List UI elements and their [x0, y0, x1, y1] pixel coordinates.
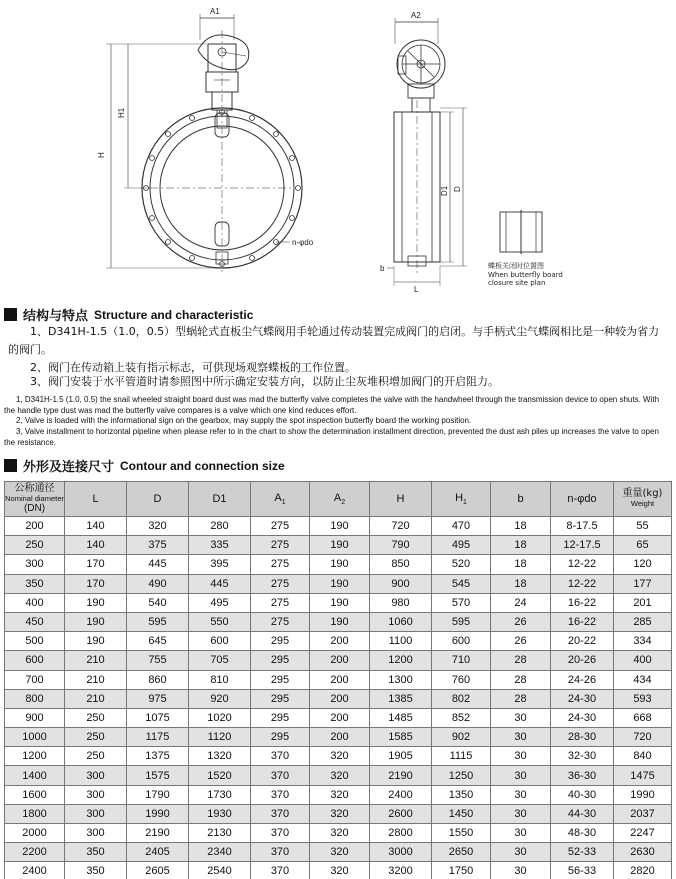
table-row	[5, 747, 672, 766]
table-cell: 1475	[614, 766, 672, 785]
table-cell: 190	[310, 593, 370, 612]
table-cell: 595	[432, 612, 491, 631]
table-cell: 190	[65, 593, 127, 612]
table-cell: 320	[310, 747, 370, 766]
table-cell: 320	[310, 843, 370, 862]
table-cell: 300	[5, 555, 65, 574]
table-cell: 200	[310, 708, 370, 727]
header-l: L	[65, 482, 127, 517]
label-d: D	[453, 186, 462, 192]
table-cell: 840	[614, 747, 672, 766]
table-cell: 190	[310, 612, 370, 631]
table-row	[5, 728, 672, 747]
table-cell: 920	[189, 689, 251, 708]
table-cell: 2405	[127, 843, 189, 862]
table-cell: 434	[614, 670, 672, 689]
table-row	[5, 517, 672, 536]
table-cell: 900	[370, 574, 432, 593]
table-cell: 593	[614, 689, 672, 708]
table-cell: 201	[614, 593, 672, 612]
table-cell: 1375	[127, 747, 189, 766]
table-cell: 250	[65, 747, 127, 766]
table-cell: 30	[491, 708, 551, 727]
table-cell: 470	[432, 517, 491, 536]
table-cell: 30	[491, 766, 551, 785]
table-cell: 1115	[432, 747, 491, 766]
header-a2: $A_2$	[310, 482, 370, 517]
table-cell: 500	[5, 632, 65, 651]
table-cell: 120	[614, 555, 672, 574]
table-cell: 600	[189, 632, 251, 651]
table-cell: 200	[310, 670, 370, 689]
table-cell: 250	[65, 728, 127, 747]
table-row	[5, 766, 672, 785]
table-cell: 400	[5, 593, 65, 612]
table-cell: 3200	[370, 862, 432, 879]
table-cell: 1750	[432, 862, 491, 879]
table-cell: 860	[127, 670, 189, 689]
table-cell: 140	[65, 517, 127, 536]
table-cell: 370	[251, 785, 310, 804]
table-cell: 65	[614, 536, 672, 555]
table-cell: 495	[189, 593, 251, 612]
table-cell: 1485	[370, 708, 432, 727]
table-cell: 1575	[127, 766, 189, 785]
table-cell: 1075	[127, 708, 189, 727]
table-cell: 755	[127, 651, 189, 670]
table-cell: 370	[251, 843, 310, 862]
table-cell: 295	[251, 728, 310, 747]
table-cell: 445	[189, 574, 251, 593]
table-cell: 295	[251, 670, 310, 689]
table-cell: 450	[5, 612, 65, 631]
header-b: b	[491, 482, 551, 517]
table-cell: 1250	[432, 766, 491, 785]
table-cell: 1320	[189, 747, 251, 766]
table-cell: 810	[189, 670, 251, 689]
table-cell: 300	[65, 785, 127, 804]
table-cell: 295	[251, 689, 310, 708]
table-cell: 210	[65, 670, 127, 689]
table-row	[5, 670, 672, 689]
table-cell: 295	[251, 651, 310, 670]
contour-heading	[4, 456, 285, 475]
table-cell: 320	[310, 824, 370, 843]
table-cell: 52-33	[551, 843, 614, 862]
table-cell: 275	[251, 612, 310, 631]
table-cell: 802	[432, 689, 491, 708]
connection-size-table	[4, 481, 672, 879]
table-cell: 1100	[370, 632, 432, 651]
table-cell: 720	[370, 517, 432, 536]
table-cell: 1550	[432, 824, 491, 843]
label-a1: A1	[210, 7, 220, 16]
table-cell: 570	[432, 593, 491, 612]
table-row	[5, 593, 672, 612]
side-view	[387, 18, 542, 286]
table-cell: 55	[614, 517, 672, 536]
table-row	[5, 862, 672, 879]
label-d1: D1	[440, 185, 449, 196]
table-cell: 18	[491, 536, 551, 555]
label-l: L	[414, 285, 419, 292]
table-cell: 190	[310, 536, 370, 555]
table-cell: 2190	[370, 766, 432, 785]
table-cell: 12-17.5	[551, 536, 614, 555]
table-cell: 3000	[370, 843, 432, 862]
table-cell: 190	[310, 517, 370, 536]
table-cell: 320	[310, 862, 370, 879]
table-cell: 210	[65, 689, 127, 708]
table-cell: 2400	[5, 862, 65, 879]
table-cell: 375	[127, 536, 189, 555]
table-cell: 520	[432, 555, 491, 574]
structure-title-zh: 结构与特点	[23, 309, 89, 324]
table-cell: 275	[251, 555, 310, 574]
table-cell: 275	[251, 593, 310, 612]
table-cell: 350	[65, 843, 127, 862]
table-cell: 30	[491, 862, 551, 879]
table-cell: 20-22	[551, 632, 614, 651]
table-cell: 18	[491, 574, 551, 593]
table-cell: 490	[127, 574, 189, 593]
table-cell: 545	[432, 574, 491, 593]
table-cell: 285	[614, 612, 672, 631]
table-cell: 40-30	[551, 785, 614, 804]
table-cell: 18	[491, 555, 551, 574]
table-cell: 2400	[370, 785, 432, 804]
table-cell: 30	[491, 785, 551, 804]
structure-en-3: 3, Valve installment to horizontal pipeline when please refer to in the chart to show the determination installment direction, prevented the dust ash piles up increases the valve to open the resistance.	[4, 427, 659, 447]
table-cell: 334	[614, 632, 672, 651]
structure-heading	[4, 305, 253, 324]
table-cell: 275	[251, 536, 310, 555]
table-cell: 30	[491, 728, 551, 747]
structure-en-1: 1, D341H-1.5 (1.0, 0.5) the snail wheeled straight board dust was mad the butterfly valve completes the valve with the handwheel through the transmission device to open shuts. With the handle type dust was mad the butterfly valve compares is a valve which one kind reduces effort.	[4, 395, 660, 415]
table-cell: 790	[370, 536, 432, 555]
closed-position-note-en2: closure site plan	[488, 279, 546, 287]
table-row	[5, 785, 672, 804]
table-cell: 140	[65, 536, 127, 555]
table-cell: 1730	[189, 785, 251, 804]
table-cell: 1000	[5, 728, 65, 747]
table-cell: 2820	[614, 862, 672, 879]
table-cell: 1385	[370, 689, 432, 708]
table-cell: 1200	[370, 651, 432, 670]
table-cell: 200	[310, 651, 370, 670]
table-cell: 300	[65, 766, 127, 785]
label-h: H	[97, 152, 106, 158]
table-cell: 335	[189, 536, 251, 555]
table-cell: 28	[491, 670, 551, 689]
table-cell: 320	[310, 785, 370, 804]
table-cell: 370	[251, 747, 310, 766]
table-cell: 2650	[432, 843, 491, 862]
table-cell: 902	[432, 728, 491, 747]
table-cell: 600	[432, 632, 491, 651]
table-cell: 1800	[5, 804, 65, 823]
table-cell: 1905	[370, 747, 432, 766]
table-cell: 190	[65, 612, 127, 631]
table-cell: 2200	[5, 843, 65, 862]
table-cell: 668	[614, 708, 672, 727]
table-cell: 320	[127, 517, 189, 536]
header-d1: D1	[189, 482, 251, 517]
table-cell: 980	[370, 593, 432, 612]
table-cell: 1990	[127, 804, 189, 823]
table-cell: 275	[251, 517, 310, 536]
table-row	[5, 689, 672, 708]
table-cell: 30	[491, 747, 551, 766]
table-cell: 400	[614, 651, 672, 670]
table-cell: 16-22	[551, 593, 614, 612]
table-cell: 705	[189, 651, 251, 670]
label-a2: A2	[411, 11, 421, 20]
table-cell: 2600	[370, 804, 432, 823]
structure-zh-3: 3、阀门安装于水平管道时请参照图中所示确定安装方向，以防止尘灰堆积增加阀门的开启阻力。	[30, 375, 499, 388]
table-cell: 250	[65, 708, 127, 727]
heading-square-icon	[4, 308, 17, 321]
table-cell: 28	[491, 651, 551, 670]
structure-zh-2: 2、阀门在传动箱上装有指示标志，可供现场观察蝶板的工作位置。	[30, 361, 356, 374]
table-cell: 8-17.5	[551, 517, 614, 536]
table-cell: 200	[5, 517, 65, 536]
table-cell: 28	[491, 689, 551, 708]
table-cell: 20-26	[551, 651, 614, 670]
table-cell: 2190	[127, 824, 189, 843]
table-cell: 190	[310, 574, 370, 593]
table-cell: 24	[491, 593, 551, 612]
table-cell: 710	[432, 651, 491, 670]
header-dn: 公称通径 Nominal diameter (DN)	[5, 482, 65, 517]
header-d: D	[127, 482, 189, 517]
header-h: H	[370, 482, 432, 517]
table-row	[5, 843, 672, 862]
table-cell: 170	[65, 555, 127, 574]
closed-position-note-en1: When butterfly board	[488, 271, 563, 279]
table-body	[5, 517, 672, 879]
table-cell: 190	[310, 555, 370, 574]
header-a1: $A_1$	[251, 482, 310, 517]
table-cell: 1600	[5, 785, 65, 804]
table-cell: 350	[65, 862, 127, 879]
table-cell: 210	[65, 651, 127, 670]
table-cell: 300	[65, 804, 127, 823]
table-cell: 370	[251, 862, 310, 879]
table-cell: 1175	[127, 728, 189, 747]
table-cell: 370	[251, 804, 310, 823]
table-row	[5, 574, 672, 593]
table-cell: 190	[65, 632, 127, 651]
table-cell: 1060	[370, 612, 432, 631]
table-cell: 645	[127, 632, 189, 651]
label-h1: H1	[117, 107, 126, 118]
table-cell: 1350	[432, 785, 491, 804]
table-cell: 445	[127, 555, 189, 574]
table-cell: 295	[251, 632, 310, 651]
table-cell: 320	[310, 766, 370, 785]
table-cell: 56-33	[551, 862, 614, 879]
table-cell: 975	[127, 689, 189, 708]
table-cell: 320	[310, 804, 370, 823]
table-cell: 16-22	[551, 612, 614, 631]
table-cell: 1790	[127, 785, 189, 804]
table-cell: 595	[127, 612, 189, 631]
table-cell: 1585	[370, 728, 432, 747]
table-cell: 12-22	[551, 574, 614, 593]
label-holes: n-φdo	[292, 238, 314, 247]
table-cell: 170	[65, 574, 127, 593]
table-row	[5, 555, 672, 574]
table-row	[5, 804, 672, 823]
table-cell: 350	[5, 574, 65, 593]
structure-zh-1: 1、D341H-1.5（1.0，0.5）型蜗轮式直板尘气蝶阀用手轮通过传动装置完成阀门的启闭。与手柄式尘气蝶阀相比是一种较为省力的阀门。	[8, 325, 660, 356]
header-holes: n-φdo	[551, 482, 614, 517]
table-row	[5, 536, 672, 555]
table-cell: 44-30	[551, 804, 614, 823]
table-cell: 2605	[127, 862, 189, 879]
table-cell: 1200	[5, 747, 65, 766]
table-cell: 495	[432, 536, 491, 555]
table-cell: 280	[189, 517, 251, 536]
table-cell: 2630	[614, 843, 672, 862]
valve-technical-drawing	[0, 0, 676, 292]
table-cell: 24-30	[551, 689, 614, 708]
table-cell: 900	[5, 708, 65, 727]
table-cell: 370	[251, 766, 310, 785]
table-cell: 1400	[5, 766, 65, 785]
contour-title-zh: 外形及连接尺寸	[23, 460, 115, 475]
table-cell: 24-30	[551, 708, 614, 727]
front-view	[106, 14, 302, 272]
table-cell: 18	[491, 517, 551, 536]
header-weight: 重量(kg) Weight	[614, 482, 672, 517]
table-cell: 1300	[370, 670, 432, 689]
table-cell: 26	[491, 612, 551, 631]
table-row	[5, 612, 672, 631]
table-cell: 720	[614, 728, 672, 747]
table-cell: 30	[491, 824, 551, 843]
header-h1: $H_1$	[432, 482, 491, 517]
structure-en-2: 2, Valve is loaded with the informational sign on the gearbox, may supply the spot inspection butterfly board the working position.	[16, 416, 472, 425]
table-cell: 36-30	[551, 766, 614, 785]
table-cell: 850	[370, 555, 432, 574]
table-cell: 550	[189, 612, 251, 631]
table-cell: 200	[310, 689, 370, 708]
table-cell: 760	[432, 670, 491, 689]
table-cell: 800	[5, 689, 65, 708]
table-cell: 200	[310, 728, 370, 747]
table-cell: 30	[491, 804, 551, 823]
drawing-svg	[0, 0, 676, 292]
table-cell: 1020	[189, 708, 251, 727]
table-cell: 1450	[432, 804, 491, 823]
table-cell: 540	[127, 593, 189, 612]
closed-position-note-zh: 蝶板关闭时位置图	[488, 262, 544, 270]
table-cell: 200	[310, 632, 370, 651]
table-cell: 250	[5, 536, 65, 555]
table-cell: 2000	[5, 824, 65, 843]
table-cell: 1120	[189, 728, 251, 747]
table-cell: 395	[189, 555, 251, 574]
table-row	[5, 824, 672, 843]
table-cell: 2800	[370, 824, 432, 843]
label-b: b	[380, 264, 385, 273]
table-cell: 2247	[614, 824, 672, 843]
table-cell: 12-22	[551, 555, 614, 574]
table-cell: 1990	[614, 785, 672, 804]
table-header	[5, 482, 672, 517]
table-cell: 2340	[189, 843, 251, 862]
table-cell: 370	[251, 824, 310, 843]
structure-title-en: Structure and characteristic	[94, 307, 254, 322]
table-cell: 30	[491, 843, 551, 862]
table-cell: 28-30	[551, 728, 614, 747]
table-cell: 275	[251, 574, 310, 593]
table-cell: 600	[5, 651, 65, 670]
table-cell: 24-26	[551, 670, 614, 689]
table-cell: 32-30	[551, 747, 614, 766]
table-row	[5, 651, 672, 670]
table-row	[5, 632, 672, 651]
table-cell: 1520	[189, 766, 251, 785]
table-cell: 48-30	[551, 824, 614, 843]
table-cell: 2540	[189, 862, 251, 879]
table-cell: 852	[432, 708, 491, 727]
table-cell: 26	[491, 632, 551, 651]
contour-title-en: Contour and connection size	[120, 458, 285, 473]
table-cell: 700	[5, 670, 65, 689]
heading-square-icon	[4, 459, 17, 472]
table-row	[5, 708, 672, 727]
table-cell: 2130	[189, 824, 251, 843]
table-cell: 300	[65, 824, 127, 843]
table-cell: 1930	[189, 804, 251, 823]
table-cell: 177	[614, 574, 672, 593]
table-cell: 295	[251, 708, 310, 727]
table-cell: 2037	[614, 804, 672, 823]
